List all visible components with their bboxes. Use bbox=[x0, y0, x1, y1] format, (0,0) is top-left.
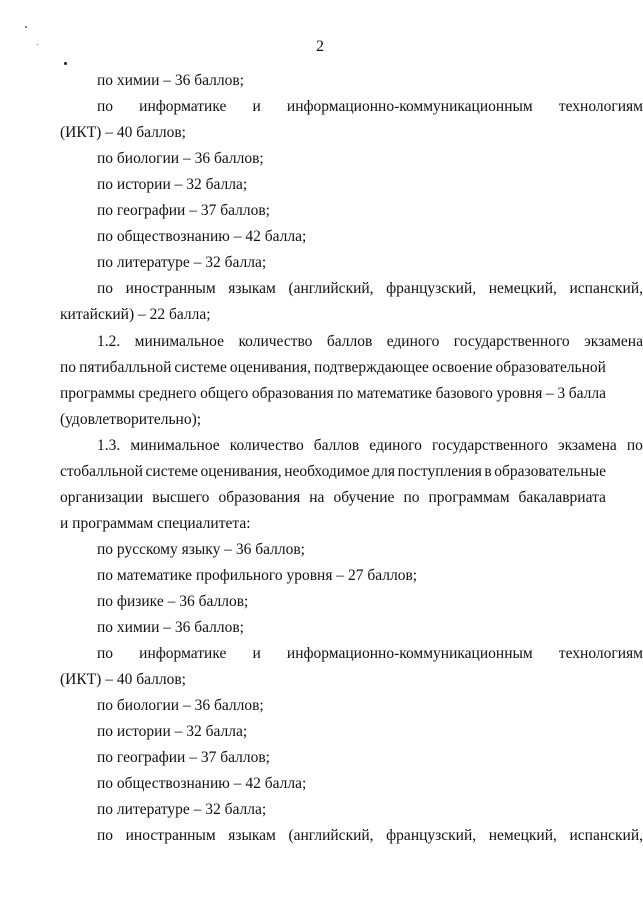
text-line: по химии – 36 баллов; bbox=[97, 619, 244, 636]
word: обучение bbox=[333, 489, 395, 506]
text-line: по обществознанию – 42 балла; bbox=[97, 775, 307, 792]
text-line-justified bbox=[60, 436, 643, 456]
word: минимальное bbox=[130, 437, 220, 454]
word: образования bbox=[218, 489, 301, 506]
word: немецкий, bbox=[488, 280, 557, 297]
word: единого bbox=[369, 437, 422, 454]
word: по bbox=[97, 98, 114, 115]
text-line: по географии – 37 баллов; bbox=[97, 749, 270, 766]
word: базового bbox=[435, 385, 493, 402]
text-line: (ИКТ) – 40 баллов; bbox=[60, 671, 186, 688]
word: балла bbox=[568, 385, 606, 402]
word: среднего bbox=[138, 385, 197, 402]
word: иностранным bbox=[125, 280, 216, 297]
word: по bbox=[97, 827, 114, 844]
word: информационно-коммуникационным bbox=[286, 98, 533, 115]
word: информатике bbox=[139, 645, 227, 662]
word: высшего bbox=[152, 489, 210, 506]
text-line-justified bbox=[60, 332, 643, 352]
word: оценивания, bbox=[200, 463, 282, 480]
word: в bbox=[484, 463, 492, 480]
text-line-justified bbox=[60, 279, 643, 299]
word: программы bbox=[60, 385, 135, 402]
word: информационно-коммуникационным bbox=[286, 645, 533, 662]
text-line-justified bbox=[60, 826, 643, 846]
word: французский, bbox=[386, 827, 477, 844]
text-line: по математике профильного уровня – 27 баллов; bbox=[97, 567, 418, 584]
text-line: по физике – 36 баллов; bbox=[97, 593, 249, 610]
word: информатике bbox=[139, 98, 227, 115]
word: образовательной bbox=[495, 359, 606, 376]
text-line: по литературе – 32 балла; bbox=[97, 254, 267, 271]
word: стобалльной bbox=[60, 463, 143, 480]
word: языкам bbox=[228, 827, 276, 844]
word: уровня bbox=[496, 385, 543, 402]
word: освоение bbox=[431, 359, 493, 376]
word: государственного bbox=[453, 333, 570, 350]
word: испанский, bbox=[569, 827, 643, 844]
text-line-justified bbox=[60, 462, 606, 482]
word: испанский, bbox=[569, 280, 643, 297]
word: французский, bbox=[386, 280, 477, 297]
text-line-justified bbox=[60, 488, 606, 508]
word: немецкий, bbox=[488, 827, 557, 844]
text-line: китайский) – 22 балла; bbox=[60, 306, 211, 323]
word: баллов bbox=[326, 333, 373, 350]
text-line: по биологии – 36 баллов; bbox=[97, 150, 264, 167]
word: 3 bbox=[557, 385, 566, 402]
text-line-justified bbox=[60, 384, 606, 404]
text-line: по литературе – 32 балла; bbox=[97, 801, 267, 818]
text-line: по географии – 37 баллов; bbox=[97, 202, 270, 219]
page-number: 2 bbox=[316, 38, 324, 55]
word: и bbox=[252, 98, 261, 115]
word: (английский, bbox=[288, 827, 374, 844]
word: для bbox=[372, 463, 396, 480]
text-line: по биологии – 36 баллов; bbox=[97, 697, 264, 714]
text-line: по химии – 36 баллов; bbox=[97, 72, 244, 89]
word: минимальное bbox=[134, 333, 225, 350]
word: необходимое bbox=[284, 463, 370, 480]
word: по bbox=[97, 280, 114, 297]
word: количество bbox=[229, 437, 304, 454]
word: технологиям bbox=[558, 645, 643, 662]
text-line: и программам специалитета: bbox=[60, 515, 251, 532]
text-line: по русскому языку – 36 баллов; bbox=[97, 541, 305, 558]
scan-speck bbox=[64, 62, 67, 65]
text-line: по истории – 32 балла; bbox=[97, 723, 248, 740]
word: оценивания, bbox=[229, 359, 311, 376]
word: образовательные bbox=[494, 463, 606, 480]
word: по bbox=[60, 359, 77, 376]
text-line-justified bbox=[60, 97, 643, 117]
word: по bbox=[626, 437, 643, 454]
word: по bbox=[337, 385, 354, 402]
word: языкам bbox=[228, 280, 276, 297]
text-line: (ИКТ) – 40 баллов; bbox=[60, 124, 186, 141]
word: технологиям bbox=[558, 98, 643, 115]
word: по bbox=[97, 645, 114, 662]
word: количество bbox=[238, 333, 313, 350]
word: общего bbox=[200, 385, 249, 402]
word: государственного bbox=[431, 437, 548, 454]
word: экзамена bbox=[557, 437, 617, 454]
word: на bbox=[309, 489, 325, 506]
word: (английский, bbox=[288, 280, 374, 297]
word: по bbox=[403, 489, 420, 506]
word: организации bbox=[60, 489, 144, 506]
word: баллов bbox=[313, 437, 360, 454]
word: пятибалльной bbox=[79, 359, 172, 376]
word: подтверждающее bbox=[314, 359, 429, 376]
word: – bbox=[546, 385, 554, 402]
scan-speck bbox=[25, 26, 27, 28]
word: иностранным bbox=[125, 827, 216, 844]
word: поступления bbox=[397, 463, 482, 480]
word: математике bbox=[356, 385, 432, 402]
text-line-justified bbox=[60, 358, 606, 378]
word: экзамена bbox=[584, 333, 643, 350]
text-line: (удовлетворительно); bbox=[60, 411, 202, 428]
word: единого bbox=[386, 333, 440, 350]
word: 1.2. bbox=[97, 333, 121, 350]
word: системе bbox=[174, 359, 227, 376]
word: и bbox=[252, 645, 261, 662]
word: бакалавриата bbox=[518, 489, 606, 506]
word: программам bbox=[428, 489, 510, 506]
text-line-justified bbox=[60, 644, 643, 664]
word: образования bbox=[251, 385, 334, 402]
word: системе bbox=[145, 463, 198, 480]
text-line: по обществознанию – 42 балла; bbox=[97, 228, 307, 245]
text-line: по истории – 32 балла; bbox=[97, 176, 248, 193]
word: 1.3. bbox=[97, 437, 121, 454]
